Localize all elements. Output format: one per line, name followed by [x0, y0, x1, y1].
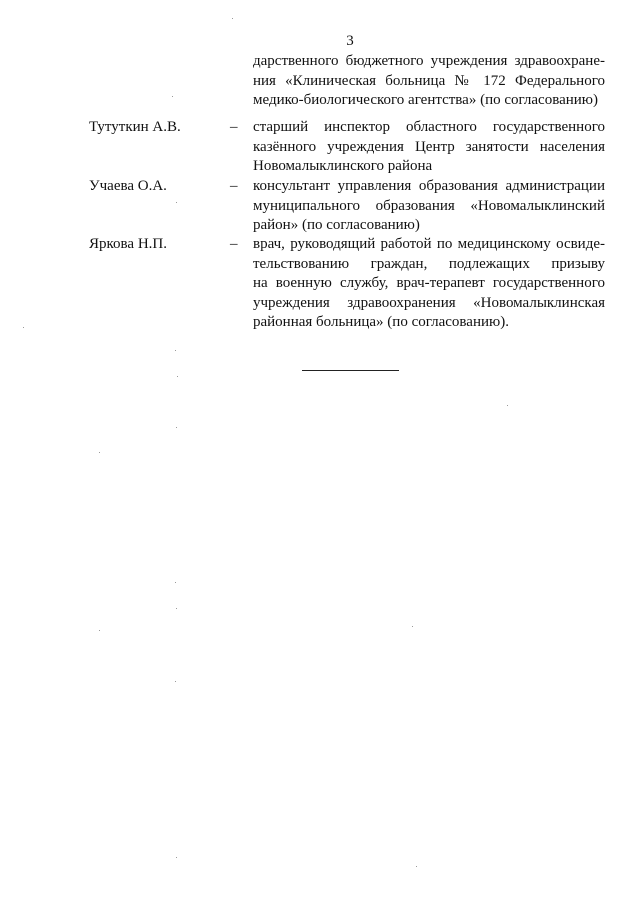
- position-line: казённого учреждения Центр занятости населения: [253, 138, 605, 155]
- member-position: [253, 235, 605, 333]
- scan-speck: [232, 18, 233, 19]
- position-line: муниципального образования «Новомалыклинский: [253, 197, 605, 214]
- scan-speck: [177, 376, 178, 377]
- member-dash: –: [230, 119, 238, 135]
- scan-speck: [507, 405, 508, 406]
- scan-speck: [176, 857, 177, 858]
- member-dash: –: [230, 236, 238, 252]
- scan-speck: [176, 202, 177, 203]
- position-line: Новомалыклинского района: [253, 158, 433, 174]
- scan-speck: [175, 582, 176, 583]
- position-line: старший инспектор областного государственного: [253, 119, 605, 135]
- scan-speck: [176, 427, 177, 428]
- position-line: учреждения здравоохранения «Новомалыклинская: [253, 294, 605, 311]
- scan-speck: [176, 608, 177, 609]
- end-of-list-rule: [302, 370, 399, 371]
- scan-speck: [416, 866, 417, 867]
- scan-speck: [175, 350, 176, 351]
- scan-speck: [172, 96, 173, 97]
- member-dash: –: [230, 178, 238, 194]
- position-line: врач, руководящий работой по медицинскому освиде-: [253, 236, 605, 252]
- scan-speck: [99, 630, 100, 631]
- continuation-line: дарственного бюджетного учреждения здравоохране-: [253, 53, 605, 69]
- page-number: 3: [346, 33, 354, 49]
- member-position: [253, 177, 605, 236]
- scan-speck: [99, 452, 100, 453]
- continuation-line: ния «Клиническая больница № 172 Федерального: [253, 72, 605, 89]
- continuation-line: медико-биологического агентства» (по согласованию): [253, 92, 599, 108]
- position-line: тельствованию граждан, подлежащих призыву: [253, 255, 605, 272]
- member-name: Тутуткин А.В.: [89, 119, 181, 135]
- member-name: Яркова Н.П.: [89, 236, 167, 252]
- position-line: район» (по согласованию): [253, 217, 420, 233]
- member-position: [253, 118, 605, 177]
- continuation-paragraph: [253, 52, 605, 111]
- scan-speck: [175, 681, 176, 682]
- scan-speck: [23, 327, 24, 328]
- position-line: на военную службу, врач-терапевт государственного: [253, 275, 605, 291]
- scan-speck: [412, 626, 413, 627]
- member-name: Учаева О.А.: [89, 178, 167, 194]
- position-line: консультант управления образования администрации: [253, 178, 605, 194]
- position-line: районная больница» (по согласованию).: [253, 314, 509, 330]
